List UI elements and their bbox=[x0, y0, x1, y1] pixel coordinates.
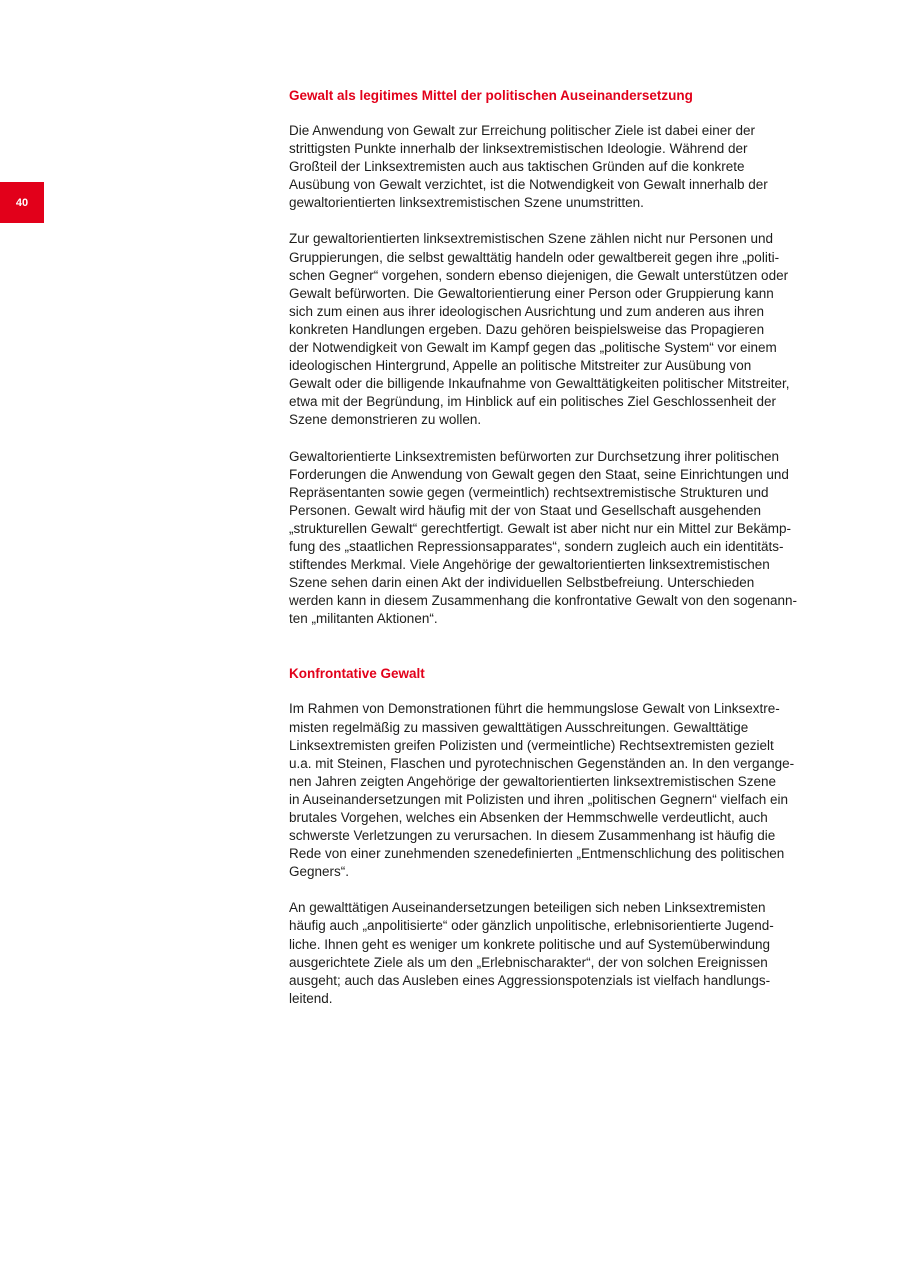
page-number: 40 bbox=[15, 196, 29, 209]
paragraph: Im Rahmen von Demonstrationen führt die hemmungslose Gewalt von Linksextre- misten regelmäßig zu massiven gewalttätigen Ausschreitungen. Gewalttätige Linksextremisten greifen Polizisten und (vermeintliche) Rechtsextremisten gezielt u.a. mit Steinen, Flaschen und pyrotechnischen Gegenständen an. In den vergange- nen Jahren zeigten Angehörige der gewaltorientierten linksextremistischen Szene in Auseinandersetzungen mit Polizisten und ihren „politischen Gegnern“ vielfach ein brutales Vorgehen, welches ein Absenken der Hemmschwelle verdeutlicht, auch schwerste Verletzungen zu verursachen. In diesem Zusammenhang ist häufig die Rede von einer zunehmenden szenedefinierten „Entmenschlichung des politischen Gegners“. bbox=[289, 701, 795, 880]
paragraph: Zur gewaltorientierten linksextremistischen Szene zählen nicht nur Personen und Gruppierungen, die selbst gewalttätig handeln oder gewaltbereit gegen ihre „politi- schen Gegner“ vorgehen, sondern ebenso diejenigen, die Gewalt unterstützen oder Gewalt befürworten. Die Gewaltorientierung einer Person oder Gruppierung kann sich zum einen aus ihrer ideologischen Ausrichtung und zum anderen aus ihren konkreten Handlungen ergeben. Dazu gehören beispielsweise das Propagieren der Notwendigkeit von Gewalt im Kampf gegen das „politische System“ vor einem ideologischen Hintergrund, Appelle an politische Mitstreiter zur Ausübung von Gewalt oder die billigende Inkaufnahme von Gewalttätigkeiten politischer Mitstreiter, etwa mit der Begründung, im Hinblick auf ein politisches Ziel Geschlossenheit der Szene demonstrieren zu wollen. bbox=[289, 231, 790, 428]
section-heading-legitimate-violence: Gewalt als legitimes Mittel der politischen Auseinandersetzung bbox=[289, 88, 693, 103]
section-heading-confrontational-violence: Konfrontative Gewalt bbox=[289, 666, 425, 682]
page-number-tab bbox=[0, 182, 44, 223]
paragraph: Gewaltorientierte Linksextremisten befürworten zur Durchsetzung ihrer politischen Forderungen die Anwendung von Gewalt gegen den Staat, seine Einrichtungen und Repräsentanten sowie gegen (vermeintlich) rechtsextremistische Strukturen und Personen. Gewalt wird häufig mit der von Staat und Gesellschaft ausgehenden „strukturellen Gewalt“ gerechtfertigt. Gewalt ist aber nicht nur ein Mittel zur Bekämp- fung des „staatlichen Repressionsapparates“, sondern zugleich auch ein identitäts- stiftendes Merkmal. Viele Angehörige der gewaltorientierten linksextremistischen Szene sehen darin einen Akt der individuellen Selbstbefreiung. Unterschieden werden kann in diesem Zusammenhang die konfrontative Gewalt von den sogenann- ten „militanten Aktionen“. bbox=[289, 448, 798, 627]
main-content bbox=[289, 87, 849, 1008]
paragraph: An gewalttätigen Auseinandersetzungen beteiligen sich neben Linksextremisten häufig auch „anpolitisierte“ oder gänzlich unpolitische, erlebnisorientierte Jugend- liche. Ihnen geht es weniger um konkrete politische und auf Systemüberwindung ausgerichtete Ziele als um den „Erlebnischarakter“, der von solchen Ereignissen ausgeht; auch das Ausleben eines Aggressionspotenzials ist vielfach handlungs- leitend. bbox=[289, 900, 774, 1006]
paragraph: Die Anwendung von Gewalt zur Erreichung politischer Ziele ist dabei einer der strittigsten Punkte innerhalb der linksextremistischen Ideologie. Während der Großteil der Linksextremisten auch aus taktischen Gründen auf die konkrete Ausübung von Gewalt verzichtet, ist die Notwendigkeit von Gewalt innerhalb der gewaltorientierten linksextremistischen Szene unumstritten. bbox=[289, 123, 768, 211]
